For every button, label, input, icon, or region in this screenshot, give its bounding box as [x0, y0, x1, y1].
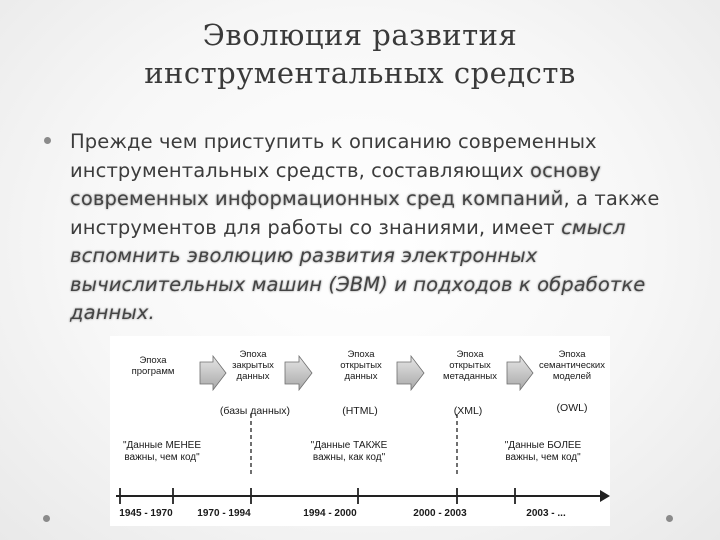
- body-segment-1: Прежде чем приступить к описанию современных инструментальных средств, составляющих: [70, 130, 597, 182]
- title-line-1: Эволюция развития: [202, 18, 518, 52]
- period-label-5: 2003 - ...: [526, 508, 566, 519]
- quote-data-more-important: "Данные БОЛЕЕ важны, чем код": [504, 440, 582, 463]
- quote-data-less-important: "Данные МЕНЕЕ важны, чем код": [122, 440, 202, 463]
- period-label-1: 1945 - 1970: [119, 508, 173, 519]
- era-label-semantic-models: Эпоха семантических моделей: [539, 349, 605, 382]
- era-label-open-metadata: Эпоха открытых метаданных: [443, 349, 497, 382]
- bullet-text: [70, 128, 702, 328]
- period-label-3: 1994 - 2000: [303, 508, 357, 519]
- bullet-marker: [44, 137, 51, 144]
- body-segment-2-emphasis: основу современных информационных сред компаний: [70, 158, 602, 210]
- era-label-programs: Эпоха программ: [131, 355, 175, 377]
- title-line-2: инструментальных средств: [144, 56, 576, 90]
- tech-label-xml: (XML): [453, 405, 483, 417]
- tech-label-owl: (OWL): [556, 402, 588, 414]
- era-arrow-4: [507, 356, 533, 390]
- corner-dot-left: [43, 515, 50, 522]
- evolution-diagram: [110, 336, 610, 526]
- body-segment-4-emphasis-italic: смысл вспомнить эволюцию развития электронных вычислительных машин (ЭВМ) и подходов к обработке данных.: [70, 215, 646, 324]
- body-segment-3: , а также инструментов для работы со знаниями, имеет: [70, 187, 660, 239]
- era-arrow-3: [397, 356, 424, 390]
- quote-data-equally-important: "Данные ТАКЖЕ важны, как код": [310, 440, 388, 463]
- period-label-4: 2000 - 2003: [413, 508, 467, 519]
- corner-dot-right: [666, 515, 673, 522]
- timeline-arrowhead: [600, 490, 610, 502]
- era-arrow-2: [285, 356, 312, 390]
- period-label-2: 1970 - 1994: [197, 508, 251, 519]
- era-label-open-data: Эпоха открытых данных: [340, 349, 382, 382]
- era-label-closed-data: Эпоха закрытых данных: [232, 349, 274, 382]
- tech-label-html: (HTML): [342, 405, 378, 417]
- tech-label-databases: (базы данных): [219, 405, 291, 417]
- slide-title: [60, 16, 660, 92]
